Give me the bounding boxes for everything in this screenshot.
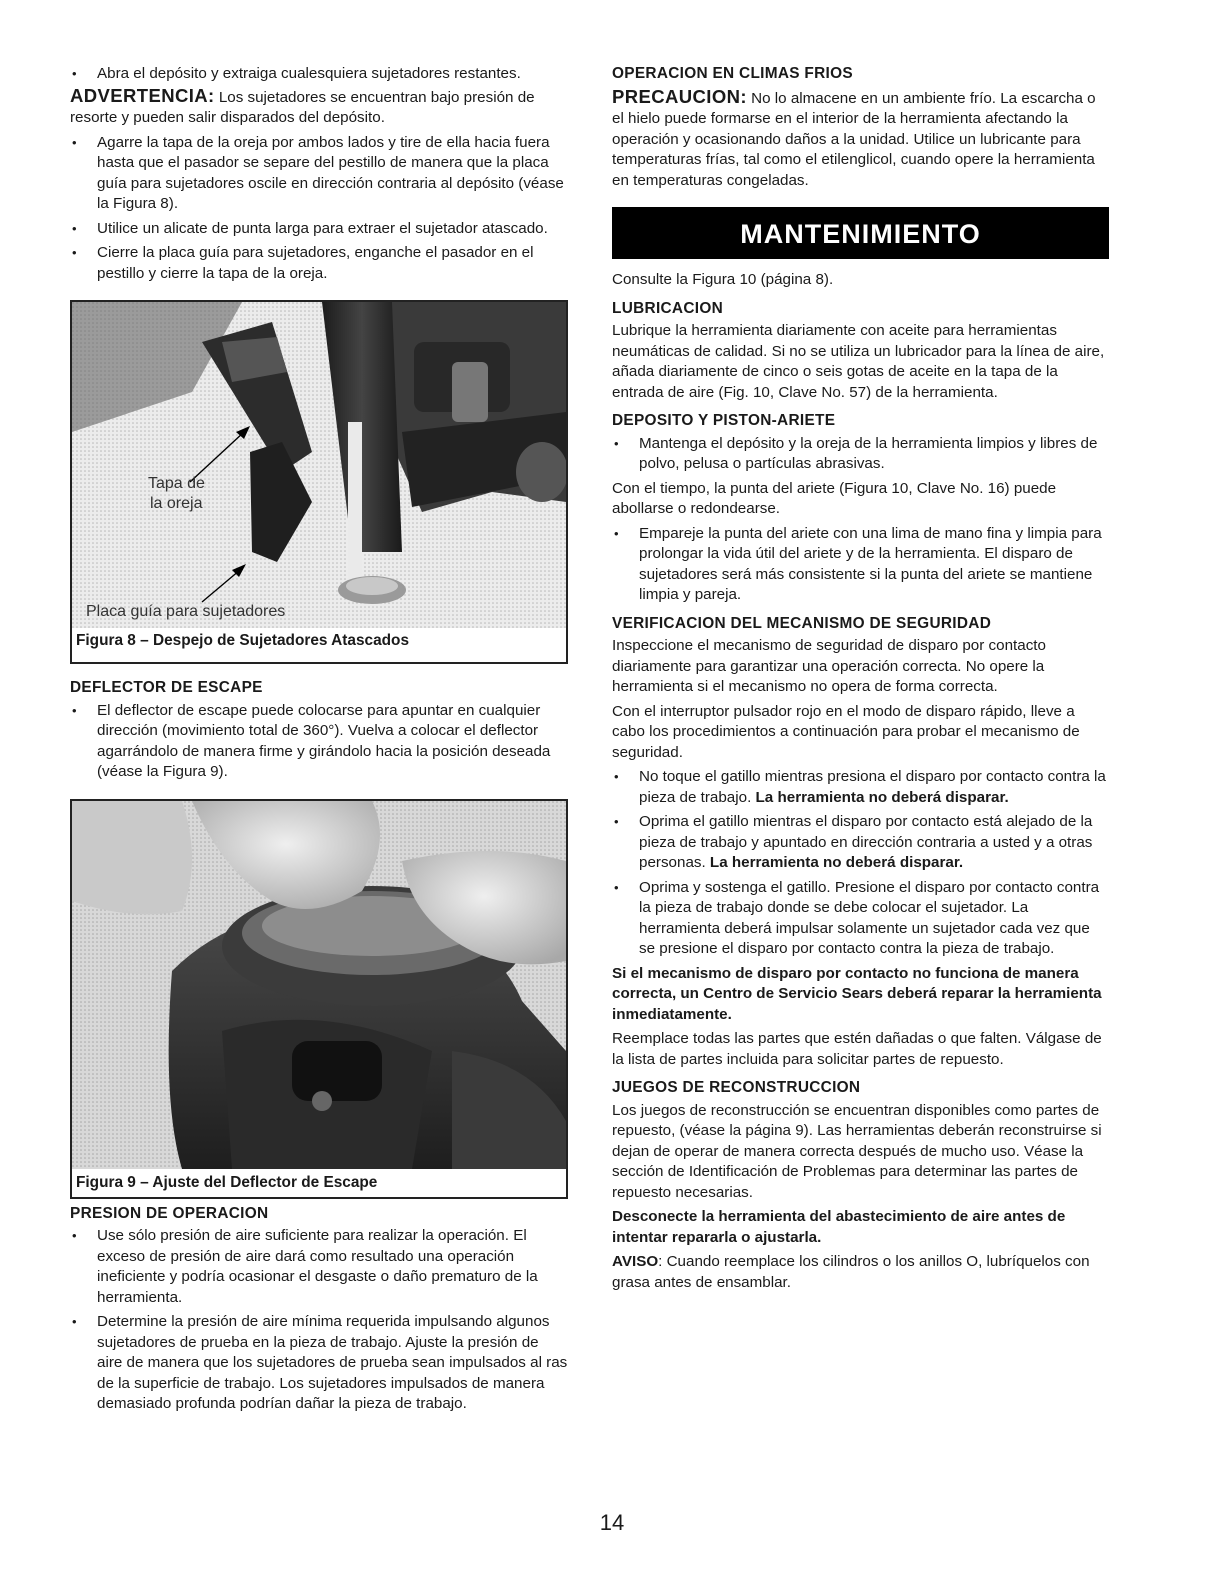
heading-frios: OPERACION EN CLIMAS FRIOS: [612, 65, 853, 82]
bullet-pliers: • Utilice un alicate de punta larga para extraer el sujetador atascado.: [70, 219, 568, 240]
precaution-lead: PRECAUCION:: [612, 85, 747, 107]
reemplace-text: Reemplace todas las partes que estén dañadas o que falten. Válgase de la lista de partes incluida para solicitar partes de repuesto.: [612, 1030, 1102, 1068]
bullet-verif-1: • No toque el gatillo mientras presiona el disparo por contacto contra la pieza de trabajo. La herramienta no deberá disparar.: [612, 767, 1109, 808]
page-number: 14: [599, 1510, 625, 1535]
verificacion-text-1: Inspeccione el mecanismo de seguridad de disparo por contacto diariamente para garantizar una operación correcta. No opere la herramienta si el mecanismo no opera de forma correcta.: [612, 637, 1046, 695]
figure-9-caption: Figura 9 – Ajuste del Deflector de Escape: [76, 1173, 378, 1191]
bullet-deposito-2: • Empareje la punta del ariete con una lima de mano fina y limpia para prolongar la vida útil del ariete y de la herramienta. El disparo de sujetadores será más consistente si la punta del ariete se mantiene limpia y pareja.: [612, 524, 1109, 606]
verificacion-text-2: Con el interruptor pulsador rojo en el modo de disparo rápido, lleve a cabo los procedimientos a continuación para probar el mecanismo de seguridad.: [612, 702, 1080, 761]
consulte-text: Consulte la Figura 10 (página 8).: [612, 271, 834, 288]
label-placa: Placa guía para sujetadores: [86, 603, 286, 620]
heading-lubricacion: LUBRICACION: [612, 299, 724, 317]
precaution-paragraph: PRECAUCION: No lo almacene en un ambiente frío. La escarcha o el hielo puede formarse en el interior de la herramienta afectando la operación y ocasionando daños a la unidad. Utilice un lubricante para temperaturas frías, tal como el etilenglicol, cuando opere la herramienta en temperaturas congeladas.: [612, 85, 1096, 189]
bullet-deposito-1: • Mantenga el depósito y la oreja de la herramienta limpios y libres de polvo, pelusa o partículas abrasivas.: [612, 434, 1109, 475]
bullet-close-plate: • Cierre la placa guía para sujetadores, enganche el pasador en el pestillo y cierre la tapa de la oreja.: [70, 243, 568, 284]
heading-deposito: DEPOSITO Y PISTON-ARIETE: [612, 412, 836, 429]
bullet-verif-3: • Oprima y sostenga el gatillo. Presione el disparo por contacto contra la pieza de trabajo donde se debe colocar el sujetador. La herramienta deberá impulsar solamente un sujetador cada vez que se presione el disparo por contacto contra la pieza de trabajo.: [612, 878, 1109, 960]
heading-juegos: JUEGOS DE RECONSTRUCCION: [612, 1079, 861, 1096]
bullet-grab-latch: • Agarre la tapa de la oreja por ambos lados y tire de ella hacia fuera hasta que el pasador se separe del pestillo de manera que la placa guía para sujetadores oscile en dirección contraria al depósito (véase la Figura 8).: [70, 133, 568, 215]
deposito-text: Con el tiempo, la punta del ariete (Figura 10, Clave No. 16) puede abollarse o redondearse.: [612, 479, 1057, 517]
juegos-text: Los juegos de reconstrucción se encuentran disponibles como partes de repuesto, (véase la página 9). Las herramientas deberán reconstruirse si dejan de operar de manera correcta después de mucho uso. Véase la sección de Identificación de Problemas para determinar las partes de repuesto necesarias.: [612, 1101, 1102, 1201]
bullet-deflector: • El deflector de escape puede colocarse para apuntar en cualquier dirección (movimiento total de 360°). Vuelva a colocar el deflector agarrándolo de manera firme y girándolo hacia la posición deseada (véase la Figura 9).: [70, 701, 568, 783]
aviso-lead: AVISO: [612, 1253, 659, 1270]
heading-presion: PRESION DE OPERACION: [70, 1204, 269, 1222]
heading-verificacion: VERIFICACION DEL MECANISMO DE SEGURIDAD: [612, 614, 992, 632]
figure-9: [70, 799, 568, 1199]
right-column: [612, 64, 1109, 1297]
aviso-paragraph: AVISO: Cuando reemplace los cilindros o los anillos O, lubríquelos con grasa antes de ensamblar.: [612, 1253, 1090, 1291]
bullet-open-magazine: • Abra el depósito y extraiga cualesquiera sujetadores restantes.: [70, 64, 568, 85]
figure-8: [70, 300, 568, 664]
figure-8-caption: Figura 8 – Despejo de Sujetadores Atascados: [76, 632, 410, 649]
desconecte-text: Desconecte la herramienta del abastecimiento de aire antes de intentar repararla o ajustarla.: [612, 1208, 1066, 1246]
section-banner: MANTENIMIENTO: [612, 207, 1109, 259]
bullet-presion-2: • Determine la presión de aire mínima requerida impulsando algunos sujetadores de prueba en la pieza de trabajo. Ajuste la presión de aire de manera que los sujetadores de prueba sean impulsados al ras de la superficie de trabajo. Los sujetadores impulsados de manera demasiado profunda podrían dañar la pieza de trabajo.: [70, 1312, 568, 1415]
warning-paragraph: ADVERTENCIA: Los sujetadores se encuentran bajo presión de resorte y pueden salir disparados del depósito.: [70, 84, 535, 126]
warning-lead: ADVERTENCIA:: [70, 84, 215, 106]
lubricacion-text: Lubrique la herramienta diariamente con aceite para herramientas neumáticas de calidad. Si no se utiliza un lubricador para la línea de aire, añada diariamente de cinco o seis gotas de aceite en la tapa de la entrada de aire (Fig. 10, Clave No. 57) de la herramienta.: [612, 322, 1105, 401]
verificacion-warning: Si el mecanismo de disparo por contacto no funciona de manera correcta, un Centro de Servicio Sears deberá reparar la herramienta inmediatamente.: [612, 964, 1102, 1023]
bullet-verif-2: • Oprima el gatillo mientras el disparo por contacto está alejado de la pieza de trabajo y apuntado en dirección contraria a usted y a otras personas. La herramienta no deberá disparar.: [612, 812, 1109, 874]
bullet-presion-1: • Use sólo presión de aire suficiente para realizar la operación. El exceso de presión de aire dará como resultado una operación ineficiente y podría ocasionar el desgaste o daño prematuro de la herramienta.: [70, 1226, 568, 1308]
heading-deflector: DEFLECTOR DE ESCAPE: [70, 679, 263, 696]
label-tapa-2: la oreja: [150, 495, 203, 512]
left-column: [70, 64, 568, 1419]
figure-8-photo: [72, 302, 566, 628]
label-tapa-1: Tapa de: [148, 475, 205, 492]
figure-9-photo: [72, 801, 566, 1169]
